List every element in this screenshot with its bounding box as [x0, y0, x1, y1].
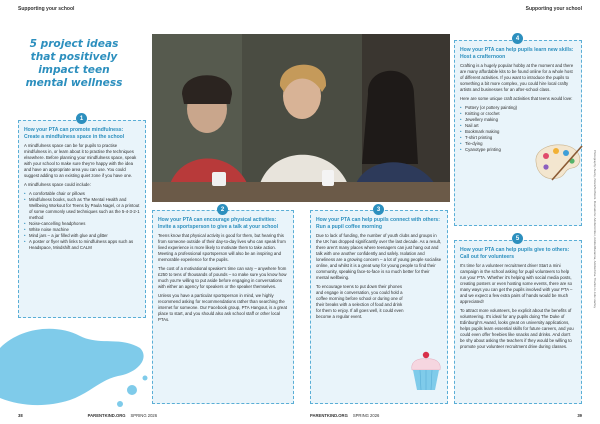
volunteers-para-1: It's time for a volunteer recruitment drive! Start a mini campaign in the school asking for pupil volunteers to help run your PTA. Whether it's helping with social media posts, creating posters or even hosting some events, there are so many ways you can get the pupils involved with your PTA – and we expect a few extra pairs of hands would be much appreciated! [460, 263, 573, 305]
paint-palette-icon [532, 140, 584, 182]
badge-4: 4 [512, 33, 523, 44]
list-item: • White noise machine [24, 227, 140, 233]
list-item: • Jewellery making [460, 117, 576, 123]
footer-left [18, 413, 157, 418]
running-head-left: Supporting your school [18, 6, 75, 12]
list-item: • Tie-dying [460, 141, 576, 147]
mindfulness-list [24, 191, 140, 251]
footer-site-left: PARENTKIND.ORG [87, 413, 126, 418]
list-item: • Knitting or crochet [460, 111, 576, 117]
list-item: • Bookmark making [460, 129, 576, 135]
list-item: • A comfortable chair or pillows [24, 191, 140, 197]
list-item: • Nail art [460, 123, 576, 129]
badge-5: 5 [512, 233, 523, 244]
footer-issue-right: SPRING 2026 [352, 413, 380, 418]
photo-credit-text: Photography: Alamy, iStock/SolStock. Illustrations: Adobe/Amber, Adobe/Marianna, Adobe/Irina. Thanks to Julie Hartley [593, 150, 597, 309]
badge-3: 3 [373, 204, 384, 215]
mindfulness-heading: How your PTA can promote mindfulness: Create a mindfulness space in the school [24, 127, 125, 140]
article-title: 5 project ideas that positively impact teen mental wellness [25, 38, 123, 89]
mindfulness-para-1: A mindfulness space can be for pupils to practise mindfulness in, or learn about it to practise the techniques elsewhere. Before planning your mindfulness space, speak with your school to make sure they're happy with the idea and have an appropriate area you can use. You could suggest adding to an existing quiet zone if you have one. [24, 143, 137, 179]
list-item: • Noise-cancelling headphones [24, 221, 140, 227]
photo-credit [593, 150, 597, 309]
sportsperson-para-1: Teens know that physical activity is good for them, but hearing this from someone outside of their day-to-day lives who can speak from lived experience is more likely to motivate them to take action. Meeting a professional sportsperson will also be an inspiring and memorable experience for the pupils. [158, 233, 286, 263]
crafternoon-para-1: Crafting is a hugely popular hobby at the moment and there are many affordable kits to be found online for a whole host of different activities. If you want to introduce the pupils to something a bit more complex, you could hire local crafty artists and businesses for an after-school class. [460, 63, 574, 93]
list-item: • A poster or flyer with links to mindfulness apps such as Headspace, Mindshift and CALM [24, 239, 140, 251]
list-item: • T-shirt printing [460, 135, 576, 141]
page-number-right: 39 [577, 413, 582, 418]
footer-right-number [577, 413, 582, 418]
mindfulness-para-2: A mindfulness space could include: [24, 182, 91, 188]
volunteers-box [454, 240, 582, 404]
footer-site-right: PARENTKIND.ORG [310, 413, 348, 418]
running-head-right: Supporting your school [525, 6, 582, 12]
footer-issue-left: SPRING 2026 [130, 413, 158, 418]
list-item: • Mind jars – a jar filled with glue and glitter [24, 233, 140, 239]
page-number-left: 38 [18, 413, 23, 418]
volunteers-para-2: To attract more volunteers, be explicit about the benefits of volunteering. It's ideal for any pupils doing The Duke of Edinburgh's Award, looks great on university applications, helps pupils learn essential skills for future careers, and you could even offer freebies like snacks and drinks. And don't be shy about asking the teachers if they would be willing to promote your volunteer recruitment drive during classes. [460, 308, 574, 350]
sportsperson-heading: How your PTA can encourage physical activities: Invite a sportsperson to give a talk at your school [158, 217, 279, 230]
footer-right [310, 413, 379, 418]
badge-2: 2 [217, 204, 228, 215]
volunteers-heading: How your PTA can help pupils give to others: Call out for volunteers [460, 247, 570, 260]
coffee-morning-heading: How your PTA can help pupils connect with others: Run a pupil coffee morning [316, 217, 440, 230]
cupcake-icon [408, 350, 444, 394]
sportsperson-box [152, 210, 294, 404]
sportsperson-para-3: Unless you have a particular sportsperson in mind, we highly recommend asking for recommendations rather than searching the internet for someone. Our Facebook group, PTA Hangout, is a great place to start, and you should also ask school staff or other local PTAs. [158, 293, 287, 323]
sportsperson-para-2: The cost of a motivational speaker's time can vary – anywhere from £250 to tens of thousands of pounds – so make sure you know how much you're willing to put aside before engaging in conversations with either an agency for speakers or the speaker themselves. [158, 266, 287, 290]
badge-1: 1 [76, 113, 87, 124]
mindfulness-box [18, 120, 146, 318]
crafternoon-para-2: Here are some unique craft activities that teens would love: [460, 96, 573, 102]
list-item: • Pottery (or pottery painting) [460, 105, 576, 111]
paint-splash-icon [0, 318, 150, 413]
crafternoon-box [454, 40, 582, 226]
coffee-morning-para-2: To encourage teens to put down their phones and engage in conversation, you could hold a coffee morning before school or during one of their breaks with a selection of food and drink for them to enjoy. If all goes well, it could even become a regular event. [316, 284, 404, 320]
list-item: • Mindfulness books, such as The Mental Health and Wellbeing Workout for Teens by Paula Nagel, or a printout of some commonly used techniques such as the 5-4-3-2-1 method [24, 197, 140, 221]
right-page [300, 0, 600, 424]
crafternoon-heading: How your PTA can help pupils learn new skills: Host a crafternoon [460, 47, 574, 60]
list-item: • Cyanotype printing [460, 147, 576, 153]
coffee-morning-para-1: Due to lack of funding, the number of youth clubs and groups in the UK has dropped significantly over the last decade. As a result, there aren't many places where teenagers can just hang out and talk with one another confidently and safely. Isolation and loneliness are a growing concern – a lot of young people socialise online, and whilst it is a great way for young people to find their community, speaking face-to-face is so much better for their mental wellbeing. [316, 233, 442, 281]
